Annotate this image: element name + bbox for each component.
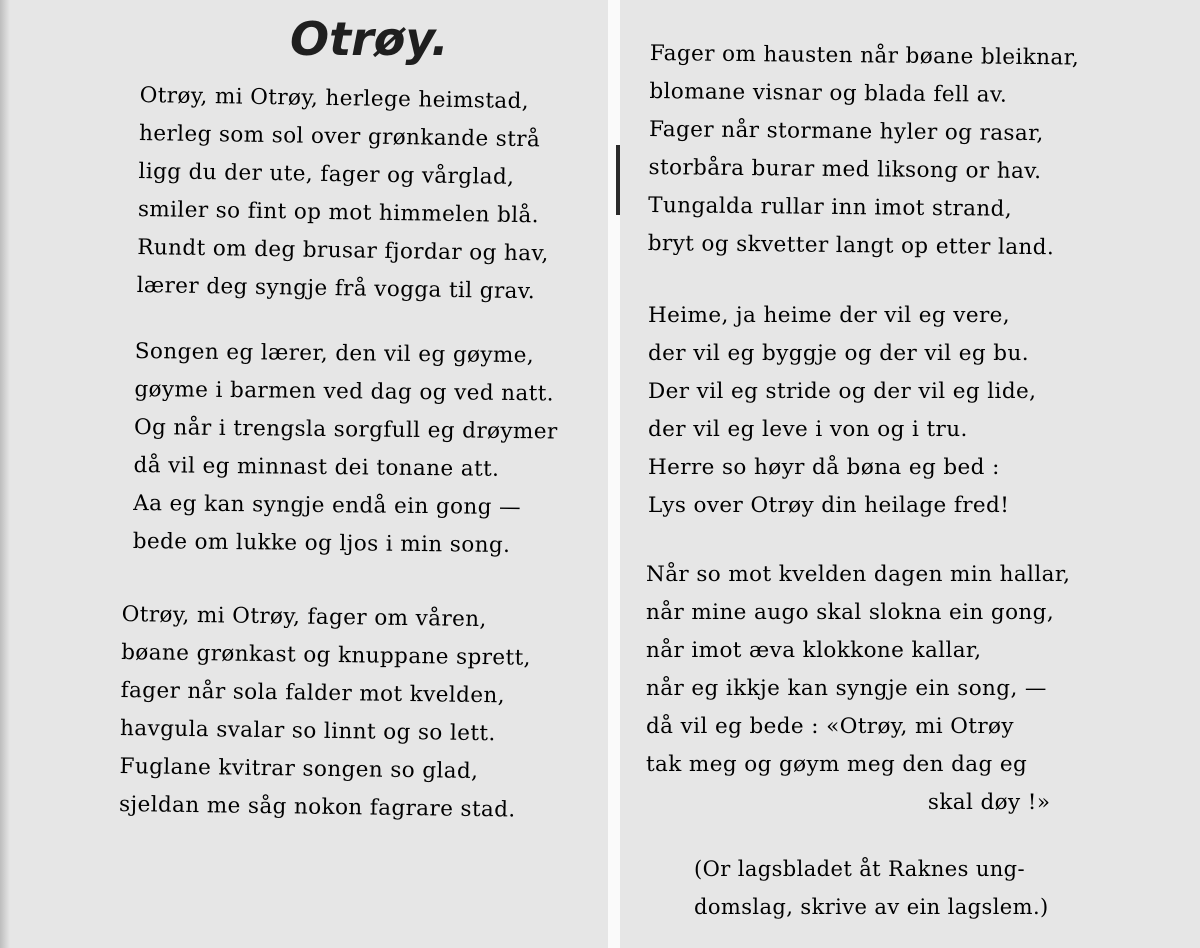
poem-title: Otrøy.: [290, 12, 449, 66]
poem-line: då vil eg bede : «Otrøy, mi Otrøy: [646, 714, 1014, 739]
stanza-1: [136, 77, 551, 311]
page-gutter: [608, 0, 620, 948]
poem-line: når eg ikkje kan syngje ein song, —: [646, 676, 1047, 701]
page-edge-shadow: [0, 0, 10, 948]
source-credit: [694, 850, 1049, 926]
poem-line: Fuglane kvitrar songen so glad,: [119, 753, 479, 784]
poem-line: blomane visnar og blada fell av.: [649, 78, 1008, 108]
stanza-3: [119, 596, 532, 830]
poem-line: Herre so høyr då bøna eg bed :: [648, 455, 1000, 480]
credit-line: domslag, skrive av ein lagslem.): [694, 895, 1049, 919]
poem-line: bede om lukke og ljos i min song.: [132, 528, 511, 558]
poem-line: Når so mot kvelden dagen min hallar,: [646, 562, 1071, 587]
stanza-6: [646, 556, 1070, 822]
poem-line: herleg som sol over grønkande strå: [138, 120, 541, 153]
poem-line: Fager når stormane hyler og rasar,: [648, 116, 1044, 147]
poem-line: bøane grønkast og knuppane sprett,: [121, 639, 531, 671]
poem-line: skal døy !»: [927, 790, 1051, 815]
poem-line: Otrøy, mi Otrøy, fager om våren,: [121, 601, 487, 633]
stanza-4: [648, 35, 1080, 267]
poem-line: bryt og skvetter langt op etter land.: [647, 230, 1055, 261]
stanza-2: [133, 333, 559, 565]
poem-line: ligg du der ute, fager og vårglad,: [138, 158, 515, 190]
poem-line: Og når i trengsla sorgfull eg drøymer: [133, 414, 558, 445]
poem-line: Fager om hausten når bøane bleiknar,: [649, 40, 1080, 71]
credit-line: (Or lagsbladet åt Raknes ung-: [694, 857, 1026, 881]
poem-line: når mine augo skal slokna ein gong,: [646, 600, 1055, 625]
poem-line: gøyme i barmen ved dag og ved natt.: [134, 376, 555, 407]
poem-line: tak meg og gøym meg den dag eg: [646, 752, 1028, 777]
poem-line: lærer deg syngje frå vogga til grav.: [136, 272, 536, 305]
poem-line: der vil eg leve i von og i tru.: [648, 417, 968, 442]
poem-line: Songen eg lærer, den vil eg gøyme,: [134, 338, 535, 369]
poem-line: då vil eg minnast dei tonane att.: [133, 452, 500, 482]
poem-line: Heime, ja heime der vil eg vere,: [648, 303, 1010, 328]
poem-line: fager når sola falder mot kvelden,: [120, 677, 506, 709]
poem-line: Tungalda rullar inn imot strand,: [648, 192, 1013, 222]
poem-line: når imot æva klokkone kallar,: [646, 638, 982, 663]
poem-line: Otrøy, mi Otrøy, herlege heimstad,: [139, 82, 530, 115]
poem-line: havgula svalar so linnt og so lett.: [119, 715, 496, 747]
poem-line: Lys over Otrøy din heilage fred!: [648, 493, 1010, 518]
poem-line: Rundt om deg brusar fjordar og hav,: [137, 234, 549, 267]
poem-line: storbåra burar med liksong or hav.: [648, 154, 1042, 185]
poem-line: smiler so fint op mot himmelen blå.: [137, 196, 540, 229]
poem-line: Aa eg kan syngje endå ein gong —: [133, 490, 522, 521]
stanza-5: [648, 297, 1036, 525]
poem-line: Der vil eg stride og der vil eg lide,: [648, 379, 1037, 404]
poem-line: der vil eg byggje og der vil eg bu.: [648, 341, 1029, 366]
poem-line: sjeldan me såg nokon fagrare stad.: [118, 791, 516, 823]
